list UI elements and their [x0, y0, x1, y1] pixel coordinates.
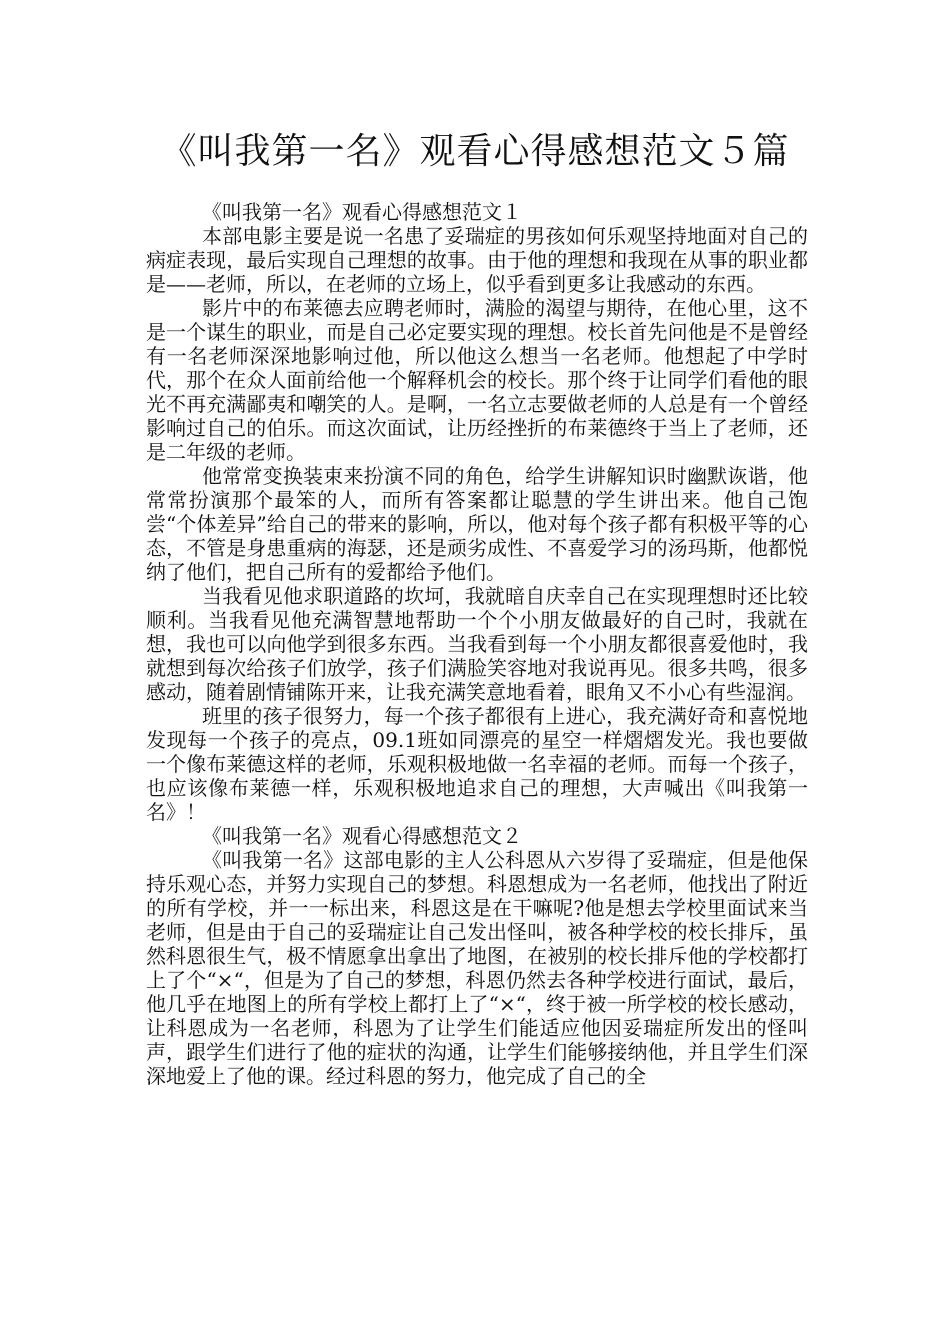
paragraph: 当我看见他求职道路的坎坷，我就暗自庆幸自己在实现理想时还比较顺利。当我看见他充满智慧地帮助一个个小朋友做最好的自己时，我就在想，我也可以向他学到很多东西。当我看到每一个小朋友都很喜爱他时，我就想到每次给孩子们放学，孩子们满脸笑容地对我说再见。很多共鸣，很多感动，随着剧情铺陈开来，让我充满笑意地看着，眼角又不小心有些湿润。 [146, 584, 808, 704]
document-title: 《叫我第一名》观看心得感想范文５篇 [160, 131, 790, 172]
paragraph: 班里的孩子很努力，每一个孩子都很有上进心，我充满好奇和喜悦地发现每一个孩子的亮点，09.1班如同漂亮的星空一样熠熠发光。我也要做一个像布莱德这样的老师，乐观积极地做一名幸福的老师。而每一个孩子，也应该像布莱德一样，乐观积极地追求自己的理想，大声喊出《叫我第一名》！ [146, 704, 808, 824]
paragraph: 他常常变换装束来扮演不同的角色，给学生讲解知识时幽默诙谐，他常常扮演那个最笨的人，而所有答案都让聪慧的学生讲出来。他自己饱尝“个体差异”给自己的带来的影响，所以，他对每个孩子都有积极平等的心态，不管是身患重病的海瑟，还是顽劣成性、不喜爱学习的汤玛斯，他都悦纳了他们，把自己所有的爱都给予他们。 [146, 464, 808, 584]
paragraph: 《叫我第一名》这部电影的主人公科恩从六岁得了妥瑞症，但是他保持乐观心态，并努力实现自己的梦想。科恩想成为一名老师，他找出了附近的所有学校，并一一标出来，科恩这是在干嘛呢?他是想去学校里面试来当老师，但是由于自己的妥瑞症让自己发出怪叫，被各种学校的校长排斥，虽然科恩很生气，极不情愿拿出拿出了地图，在被别的校长排斥他的学校都打上了个“×“，但是为了自己的梦想，科恩仍然去各种学校进行面试，最后，他几乎在地图上的所有学校上都打上了“×“，终于被一所学校的校长感动，让科恩成为一名老师，科恩为了让学生们能适应他因妥瑞症所发出的怪叫声，跟学生们进行了他的症状的沟通，让学生们能够接纳他，并且学生们深深地爱上了他的课。经过科恩的努力，他完成了自己的全 [146, 848, 808, 1088]
section-heading-2: 《叫我第一名》观看心得感想范文２ [202, 824, 522, 848]
section-heading-1: 《叫我第一名》观看心得感想范文１ [202, 200, 522, 224]
document-body [146, 200, 808, 1088]
paragraph: 影片中的布莱德去应聘老师时，满脸的渴望与期待，在他心里，这不是一个谋生的职业，而是自己必定要实现的理想。校长首先问他是不是曾经有一名老师深深地影响过他，所以他这么想当一名老师。他想起了中学时代，那个在众人面前给他一个解释机会的校长。那个终于让同学们看他的眼光不再充满鄙夷和嘲笑的人。是啊，一名立志要做老师的人总是有一个曾经影响过自己的伯乐。而这次面试，让历经挫折的布莱德终于当上了老师，还是二年级的老师。 [146, 296, 808, 464]
paragraph: 本部电影主要是说一名患了妥瑞症的男孩如何乐观坚持地面对自己的病症表现，最后实现自己理想的故事。由于他的理想和我现在从事的职业都是——老师，所以，在老师的立场上，似乎看到更多让我感动的东西。 [146, 224, 808, 296]
